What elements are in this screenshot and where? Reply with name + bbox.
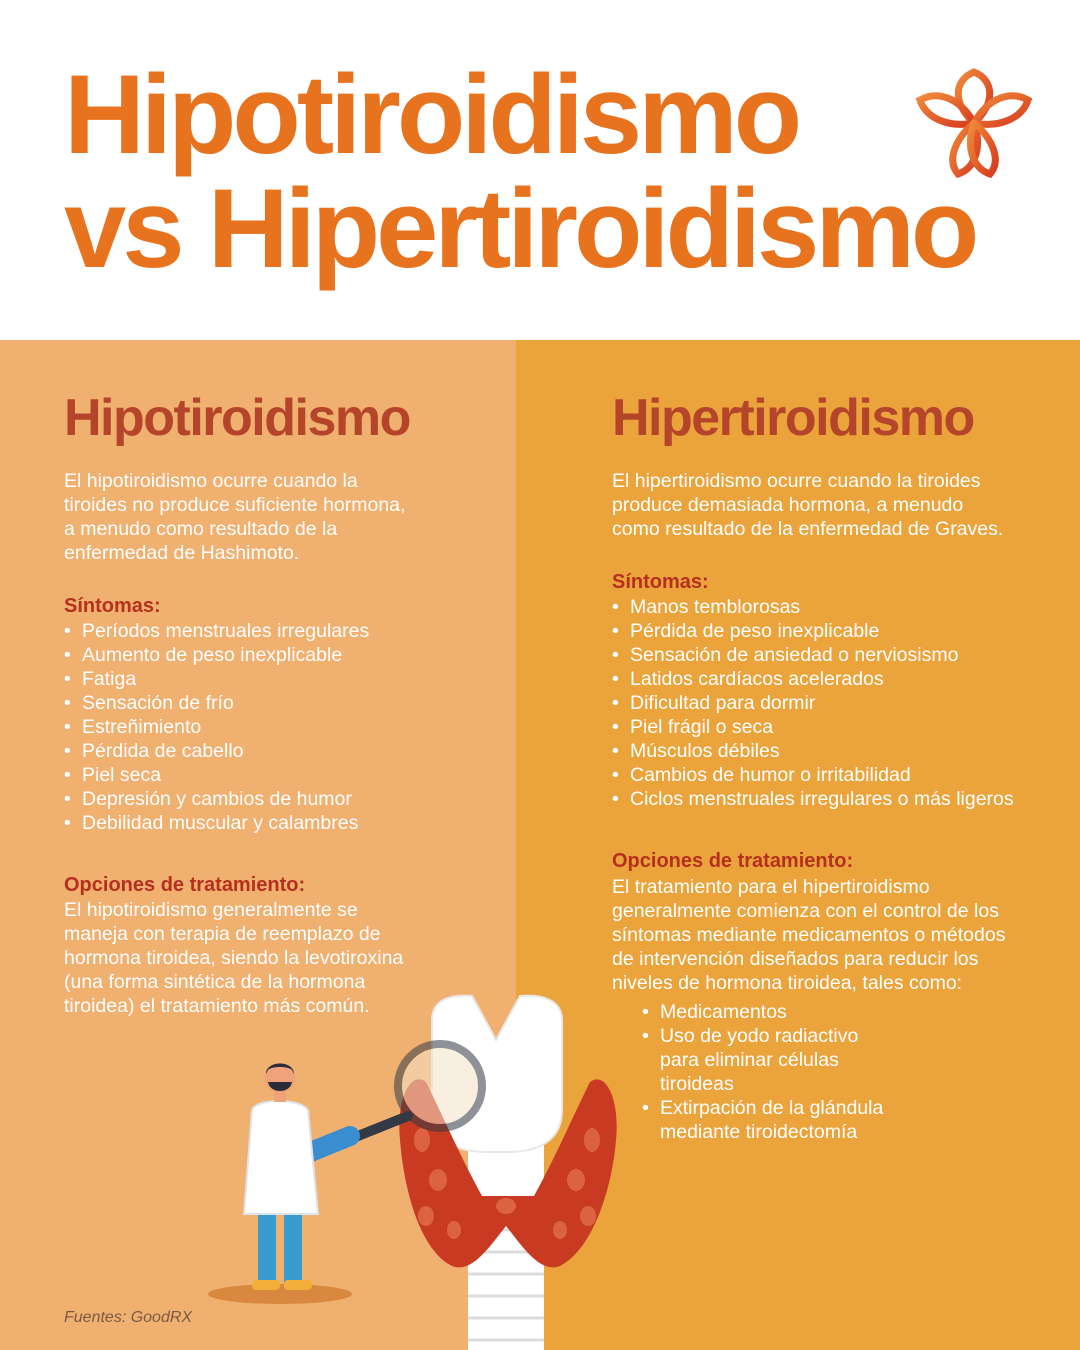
list-item: • Dificultad para dormir	[612, 691, 1014, 715]
list-item: • Piel frágil o seca	[612, 715, 1014, 739]
list-item: • Sensación de ansiedad o nerviosismo	[612, 643, 1014, 667]
list-item	[642, 1096, 883, 1144]
list-item: • Períodos menstruales irregulares	[64, 619, 369, 643]
hypothyroidism-symptoms-label: Síntomas:	[64, 595, 161, 617]
hyperthyroidism-treatment-options	[642, 1000, 883, 1144]
option-line: Uso de yodo radiactivo	[660, 1025, 859, 1047]
list-item: • Manos temblorosas	[612, 595, 1014, 619]
list-item: • Fatiga	[64, 667, 369, 691]
treatment-line: (una forma sintética de la hormona	[64, 971, 366, 993]
list-item: • Sensación de frío	[64, 691, 369, 715]
intro-line: El hipotiroidismo ocurre cuando la	[64, 470, 358, 492]
list-item	[642, 1024, 883, 1096]
hypothyroidism-heading: Hipotiroidismo	[64, 389, 410, 447]
source-note: Fuentes: GoodRX	[64, 1309, 193, 1326]
hyperthyroidism-symptoms-label: Síntomas:	[612, 571, 709, 593]
option-line: mediante tiroidectomía	[660, 1121, 858, 1143]
treatment-line: de intervención diseñados para reducir los	[612, 948, 979, 970]
list-item: • Ciclos menstruales irregulares o más ligeros	[612, 787, 1014, 811]
title-line-2: vs Hipertiroidismo	[64, 166, 976, 291]
hyperthyroidism-intro	[612, 469, 1003, 541]
hypothyroidism-intro	[64, 469, 405, 565]
treatment-line: síntomas mediante medicamentos o métodos	[612, 924, 1006, 946]
option-line: tiroideas	[660, 1073, 734, 1095]
treatment-line: El tratamiento para el hipertiroidismo	[612, 876, 930, 898]
list-item: • Estreñimiento	[64, 715, 369, 739]
list-item: • Músculos débiles	[612, 739, 1014, 763]
list-item: • Debilidad muscular y calambres	[64, 811, 369, 835]
title-line-1: Hipotiroidismo	[64, 52, 799, 177]
intro-line: como resultado de la enfermedad de Graves.	[612, 518, 1004, 540]
hyperthyroidism-heading: Hipertiroidismo	[612, 389, 974, 447]
treatment-line: generalmente comienza con el control de los	[612, 900, 999, 922]
treatment-line: niveles de hormona tiroidea, tales como:	[612, 972, 963, 994]
doctor-icon	[244, 1063, 318, 1290]
list-item: • Cambios de humor o irritabilidad	[612, 763, 1014, 787]
page-title	[64, 52, 976, 291]
option-line: Medicamentos	[660, 1001, 787, 1023]
hyperthyroidism-treatment-text	[612, 875, 1005, 995]
list-item: • Pérdida de peso inexplicable	[612, 619, 1014, 643]
treatment-line: tiroidea) el tratamiento más común.	[64, 995, 370, 1017]
hypothyroidism-symptoms-list	[64, 619, 369, 835]
list-item: • Pérdida de cabello	[64, 739, 369, 763]
intro-line: El hipertiroidismo ocurre cuando la tiroides	[612, 470, 981, 492]
header	[0, 0, 1080, 340]
list-item: • Piel seca	[64, 763, 369, 787]
hyperthyroidism-treatment-label: Opciones de tratamiento:	[612, 850, 854, 872]
intro-line: enfermedad de Hashimoto.	[64, 542, 300, 564]
hypothyroidism-treatment-label: Opciones de tratamiento:	[64, 874, 306, 896]
option-line: para eliminar células	[660, 1049, 839, 1071]
list-item: • Depresión y cambios de humor	[64, 787, 369, 811]
option-line: Extirpación de la glándula	[660, 1097, 884, 1119]
list-item	[642, 1000, 883, 1024]
flower-logo-icon	[912, 68, 1036, 178]
intro-line: a menudo como resultado de la	[64, 518, 338, 540]
doctor-magnifier-thyroid-illustration	[200, 990, 640, 1350]
hypothyroidism-treatment-text	[64, 898, 403, 1018]
hyperthyroidism-symptoms-list	[612, 595, 1014, 811]
treatment-line: hormona tiroidea, siendo la levotiroxina	[64, 947, 404, 969]
list-item: • Latidos cardíacos acelerados	[612, 667, 1014, 691]
intro-line: produce demasiada hormona, a menudo	[612, 494, 964, 516]
treatment-line: El hipotiroidismo generalmente se	[64, 899, 358, 921]
list-item: • Aumento de peso inexplicable	[64, 643, 369, 667]
intro-line: tiroides no produce suficiente hormona,	[64, 494, 406, 516]
treatment-line: maneja con terapia de reemplazo de	[64, 923, 381, 945]
